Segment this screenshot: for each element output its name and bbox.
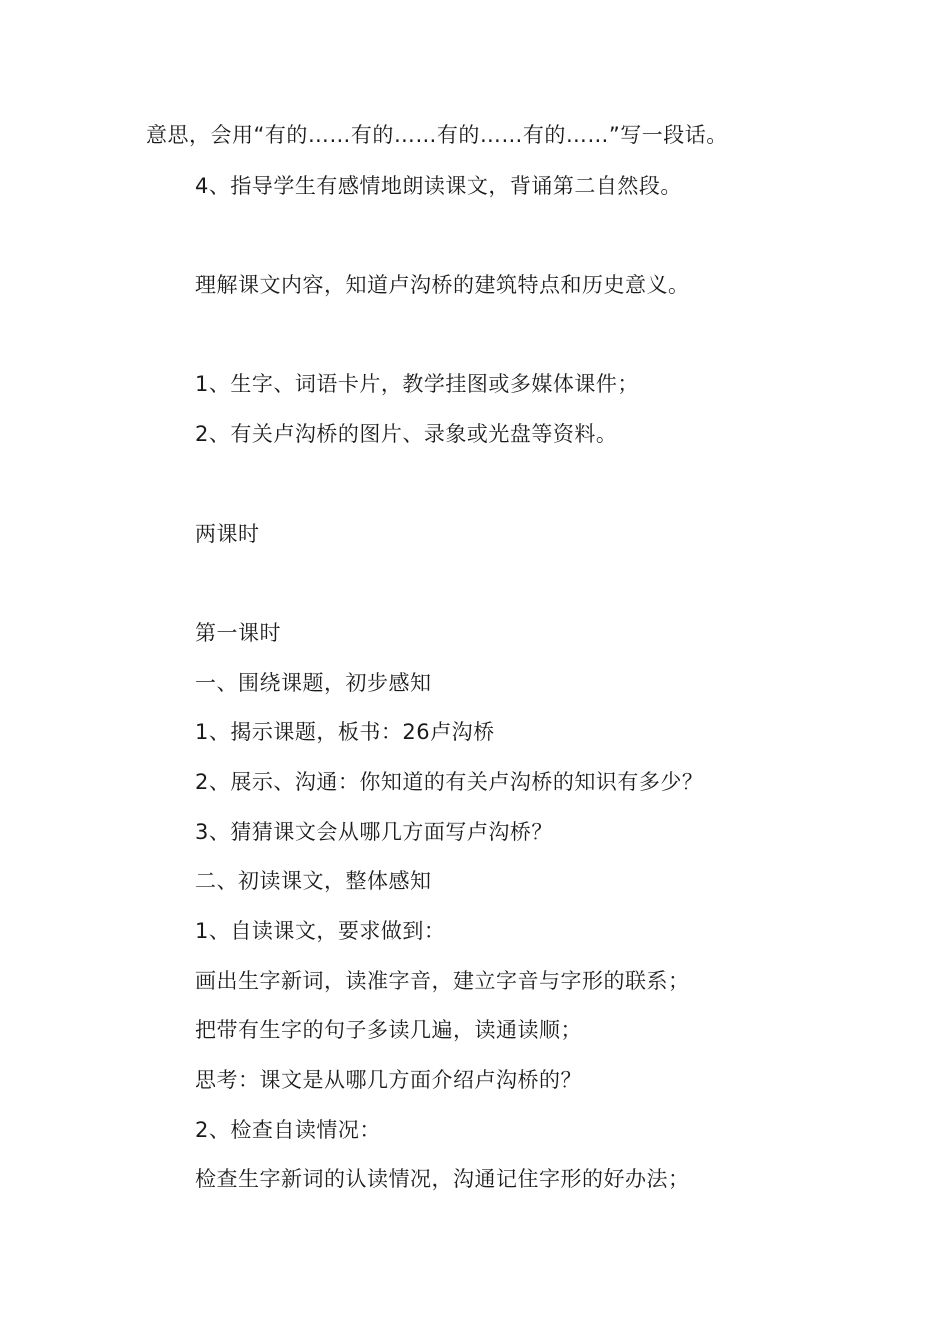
section-heading: 一、围绕课题，初步感知 bbox=[195, 671, 432, 695]
text-line: 思考：课文是从哪几方面介绍卢沟桥的？ bbox=[195, 1068, 582, 1092]
section-heading: 二、初读课文，整体感知 bbox=[195, 869, 432, 893]
text-line: 理解课文内容，知道卢沟桥的建筑特点和历史意义。 bbox=[195, 273, 690, 297]
text-line: 2、有关卢沟桥的图片、录象或光盘等资料。 bbox=[195, 422, 618, 446]
text-line: 1、生字、词语卡片，教学挂图或多媒体课件； bbox=[195, 372, 639, 396]
text-line: 画出生字新词，读准字音，建立字音与字形的联系； bbox=[195, 969, 690, 993]
text-line: 2、检查自读情况： bbox=[195, 1118, 381, 1142]
text-line: 2、展示、沟通：你知道的有关卢沟桥的知识有多少？ bbox=[195, 770, 704, 794]
text-line: 4、指导学生有感情地朗读课文，背诵第二自然段。 bbox=[195, 174, 682, 198]
text-line: 检查生字新词的认读情况，沟通记住字形的好办法； bbox=[195, 1167, 690, 1191]
section-heading: 第一课时 bbox=[195, 621, 281, 645]
text-line: 1、揭示课题，板书：26卢沟桥 bbox=[195, 720, 495, 744]
text-line: 1、自读课文，要求做到： bbox=[195, 919, 446, 943]
text-line: 意思，会用“有的……有的……有的……有的……”写一段话。 bbox=[146, 123, 728, 147]
text-line: 3、猜猜课文会从哪几方面写卢沟桥？ bbox=[195, 820, 553, 844]
text-line: 两课时 bbox=[195, 522, 260, 546]
text-line: 把带有生字的句子多读几遍，读通读顺； bbox=[195, 1018, 582, 1042]
